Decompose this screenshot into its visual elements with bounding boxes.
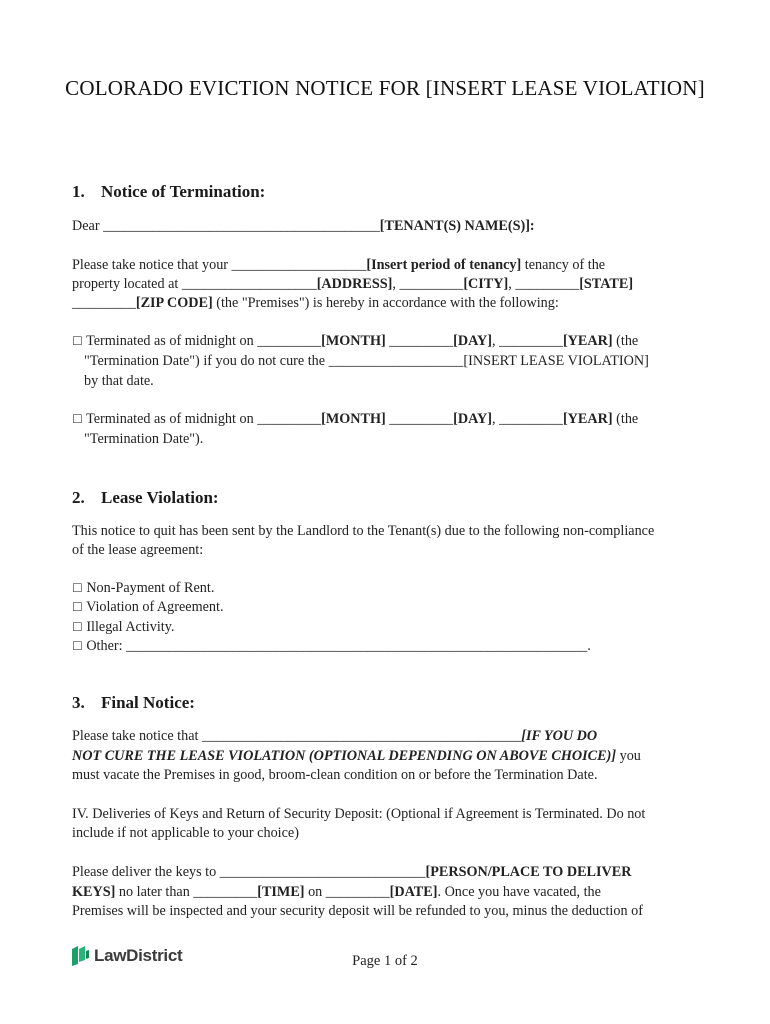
deliver-keys-line-2 — [72, 884, 601, 901]
violation-intro-line-2: of the lease agreement: — [72, 542, 204, 558]
cure-placeholder: [IF YOU DO — [521, 728, 598, 744]
year-placeholder: [YEAR] — [562, 333, 613, 349]
text: Terminated as of midnight on _________ — [86, 333, 322, 349]
text: (the — [616, 333, 639, 349]
text: Please take notice that your ___________________ — [72, 257, 367, 273]
final-notice-line-2 — [72, 748, 641, 765]
text: no later than _________ — [118, 884, 258, 900]
notice-line-2 — [72, 276, 633, 293]
section-2-heading — [72, 488, 219, 508]
checkbox-icon[interactable]: ☐ — [72, 639, 83, 653]
month-placeholder: [MONTH] — [321, 333, 386, 349]
deliver-placeholder: [PERSON/PLACE TO DELIVER — [425, 864, 632, 880]
tenancy-period-placeholder: [Insert period of tenancy] — [366, 257, 522, 273]
violation-option — [72, 619, 174, 636]
deliver-keys-line-3: Premises will be inspected and your security deposit will be refunded to you, minus the deduction of — [72, 903, 643, 919]
text: Terminated as of midnight on _________ — [86, 411, 322, 427]
checkbox-icon[interactable]: ☐ — [72, 620, 83, 634]
checkbox-icon[interactable]: ☐ — [72, 581, 83, 595]
checkbox-icon[interactable]: ☐ — [72, 412, 83, 426]
text: , _________ — [492, 333, 563, 349]
text: Violation of Agreement. — [86, 599, 224, 615]
dear-word: Dear — [72, 218, 100, 234]
option-1-line-1 — [72, 333, 638, 350]
text: Please take notice that _____________________________________________ — [72, 728, 522, 744]
section-1-number: 1. — [72, 182, 85, 201]
final-notice-line-3: must vacate the Premises in good, broom-clean condition on or before the Termination Date. — [72, 767, 598, 783]
option-1-line-3: by that date. — [84, 373, 154, 389]
section-2-title: Lease Violation: — [101, 488, 219, 507]
cure-placeholder-cont: NOT CURE THE LEASE VIOLATION (OPTIONAL DEPENDING ON ABOVE CHOICE)] — [72, 748, 617, 764]
tenant-name-placeholder: [TENANT(S) NAME(S)]: — [379, 218, 535, 234]
deliver-keys-line-1 — [72, 864, 632, 881]
text: _________ — [72, 295, 136, 311]
keys-deposit-line-1: IV. Deliveries of Keys and Return of Security Deposit: (Optional if Agreement is Terminated. Do not — [72, 806, 646, 822]
section-2-number: 2. — [72, 488, 85, 507]
document-title: COLORADO EVICTION NOTICE FOR [INSERT LEASE VIOLATION] — [65, 76, 705, 100]
text: Other: _________________________________________________________________. — [86, 638, 591, 654]
section-3-title: Final Notice: — [101, 693, 195, 712]
text: tenancy of the — [524, 257, 606, 273]
section-1-heading — [72, 182, 265, 202]
option-2-line-2: "Termination Date"). — [84, 431, 204, 447]
option-2-line-1 — [72, 411, 638, 428]
city-placeholder: [CITY] — [463, 276, 509, 292]
page-number: Page 1 of 2 — [352, 953, 418, 969]
text: (the — [616, 411, 639, 427]
tenant-name-blank: _______________________________________ — [103, 218, 380, 234]
section-1-title: Notice of Termination: — [101, 182, 266, 201]
text: , _________ — [492, 411, 563, 427]
text: Illegal Activity. — [86, 619, 175, 635]
text: , _________ — [392, 276, 464, 292]
section-3-heading — [72, 693, 195, 713]
text: _________ — [385, 411, 454, 427]
violation-option — [72, 599, 224, 616]
violation-intro-line-1: This notice to quit has been sent by the Landlord to the Tenant(s) due to the following non-compliance — [72, 523, 655, 539]
year-placeholder: [YEAR] — [562, 411, 613, 427]
dear-line — [72, 218, 535, 235]
text: (the "Premises") is hereby in accordance with the following: — [216, 295, 559, 311]
address-placeholder: [ADDRESS] — [316, 276, 393, 292]
violation-option — [72, 580, 214, 597]
checkbox-icon[interactable]: ☐ — [72, 334, 83, 348]
text: on _________ — [308, 884, 390, 900]
text: Non-Payment of Rent. — [86, 580, 215, 596]
notice-line-1 — [72, 257, 605, 274]
section-3-number: 3. — [72, 693, 85, 712]
day-placeholder: [DAY] — [453, 333, 493, 349]
notice-line-3 — [72, 295, 559, 312]
final-notice-line-1 — [72, 728, 597, 745]
text: Please deliver the keys to _____________________________ — [72, 864, 426, 880]
state-placeholder: [STATE] — [579, 276, 634, 292]
text: property located at ___________________ — [72, 276, 317, 292]
logo-text: LawDistrict — [94, 946, 183, 965]
text: you — [619, 748, 641, 764]
keys-deposit-line-2: include if not applicable to your choice) — [72, 825, 299, 841]
text: _________ — [385, 333, 454, 349]
text: . Once you have vacated, the — [437, 884, 601, 900]
time-placeholder: [TIME] — [257, 884, 305, 900]
day-placeholder: [DAY] — [453, 411, 493, 427]
month-placeholder: [MONTH] — [321, 411, 386, 427]
violation-option — [72, 638, 591, 655]
zip-placeholder: [ZIP CODE] — [135, 295, 213, 311]
date-placeholder: [DATE] — [389, 884, 438, 900]
option-1-line-2: "Termination Date") if you do not cure the ___________________[INSERT LEASE VIOLATION] — [84, 353, 649, 369]
text: , _________ — [508, 276, 580, 292]
keys-placeholder: KEYS] — [72, 884, 116, 900]
checkbox-icon[interactable]: ☐ — [72, 600, 83, 614]
